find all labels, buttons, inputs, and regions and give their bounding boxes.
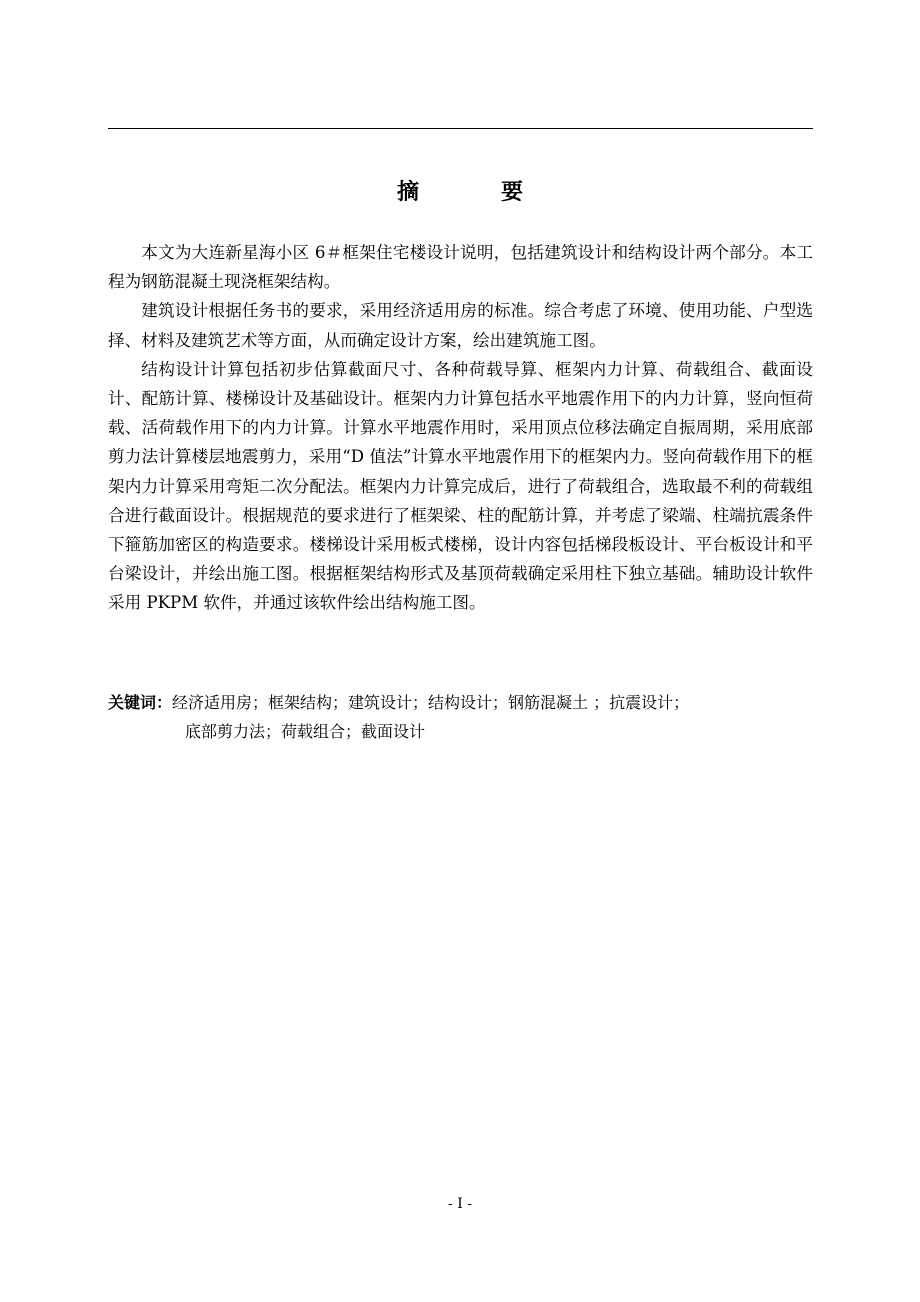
abstract-title: 摘 要: [396, 180, 553, 205]
abstract-paragraph-2: 建筑设计根据任务书的要求，采用经济适用房的标准。综合考虑了环境、使用功能、户型选择、材料及建筑艺术等方面，从而确定设计方案，绘出建筑施工图。: [108, 301, 813, 350]
keywords-line-1: [108, 688, 813, 717]
keywords-label: 关键词：: [108, 693, 173, 712]
page-number: - I -: [448, 1196, 472, 1212]
keywords-block: [108, 688, 813, 746]
abstract-paragraph-1: 本文为大连新星海小区 6＃框架住宅楼设计说明，包括建筑设计和结构设计两个部分。本工程为钢筋混凝土现浇框架结构。: [108, 243, 813, 292]
abstract-paragraph-3: 结构设计计算包括初步估算截面尺寸、各种荷载导算、框架内力计算、荷载组合、截面设计、配筋计算、楼梯设计及基础设计。框架内力计算包括水平地震作用下的内力计算，竖向恒荷载、活荷载作用下的内力计算。计算水平地震作用时，采用顶点位移法确定自振周期，采用底部剪力法计算楼层地震剪力，采用“D 值法”计算水平地震作用下的框架内力。竖向荷载作用下的框架内力计算采用弯矩二次分配法。框架内力计算完成后，进行了荷载组合，选取最不利的荷载组合进行截面设计。根据规范的要求进行了框架梁、柱的配筋计算，并考虑了梁端、柱端抗震条件下箍筋加密区的构造要求。楼梯设计采用板式楼梯，设计内容包括梯段板设计、平台板设计和平台梁设计，并绘出施工图。根据框架结构形式及基顶荷载确定采用柱下独立基础。辅助设计软件采用 PKPM 软件，并通过该软件绘出结构施工图。: [108, 359, 813, 613]
keywords-text-1: 经济适用房；框架结构；建筑设计；结构设计；钢筋混凝土 ；抗震设计；: [172, 693, 690, 712]
header-rule: [108, 128, 813, 129]
abstract-body: [108, 238, 813, 618]
keywords-line-2: 底部剪力法；荷载组合；截面设计: [185, 722, 426, 741]
